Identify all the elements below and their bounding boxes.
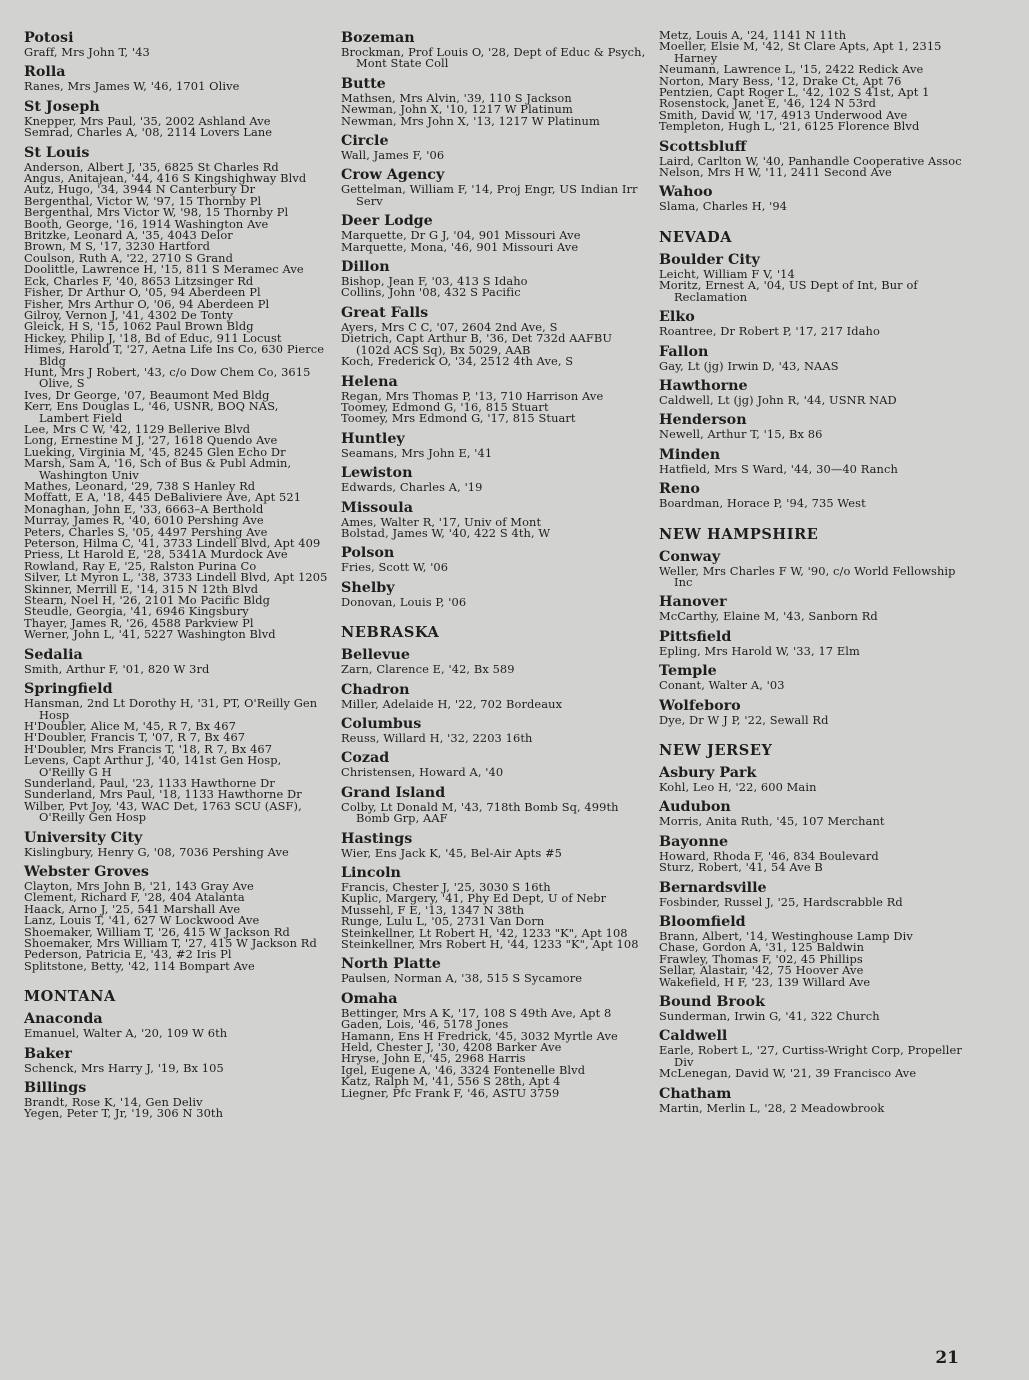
- directory-entry: Dietrich, Capt Arthur B, '36, Det 732d AAFBU (102d ACS Sq), Bx 5029, AAB: [341, 331, 613, 357]
- city-heading: Pittsfield: [659, 628, 732, 645]
- directory-entry: Monaghan, John E, '33, 6663–A Berthold: [24, 501, 264, 516]
- directory-entry: Gleick, H S, '15, 1062 Paul Brown Bldg: [24, 319, 254, 334]
- directory-entry: McCarthy, Elaine M, '43, Sanborn Rd: [659, 609, 878, 624]
- directory-entry: H'Doubler, Alice M, '45, R 7, Bx 467: [24, 718, 236, 733]
- city-section: [341, 133, 646, 161]
- city-heading: Bozeman: [341, 30, 415, 46]
- directory-entry: Eck, Charles F, '40, 8653 Litzsinger Rd: [24, 273, 254, 288]
- directory-entry: Shoemaker, William T, '26, 415 W Jackson Rd: [24, 924, 290, 939]
- city-heading: Hastings: [341, 830, 413, 847]
- directory-entry: Liegner, Pfc Frank F, '46, ASTU 3759: [341, 1085, 560, 1100]
- directory-entry: Shoemaker, Mrs William T, '27, 415 W Jackson Rd: [24, 936, 317, 950]
- city-heading: Chatham: [659, 1085, 732, 1102]
- directory-entry: Kohl, Leo H, '22, 600 Main: [659, 779, 817, 794]
- city-heading: Elko: [659, 309, 695, 326]
- directory-entry: Ames, Walter R, '17, Univ of Mont: [341, 514, 542, 529]
- city-heading: Columbus: [341, 715, 422, 732]
- directory-entry: Steinkellner, Mrs Robert H, '44, 1233 "K", Apt 108: [341, 937, 639, 952]
- city-heading: Minden: [659, 446, 721, 463]
- directory-entry: Pederson, Patricia E, '43, #2 Iris Pl: [24, 947, 232, 962]
- city-section: [341, 991, 646, 1099]
- directory-entry: Haack, Arno J, '25, 541 Marshall Ave: [24, 901, 241, 916]
- directory-entry: Hansman, 2nd Lt Dorothy H, '31, PT, O'Reilly Gen Hosp: [24, 696, 318, 722]
- directory-entry: Gay, Lt (jg) Irwin D, '43, NAAS: [659, 358, 839, 373]
- directory-entry: Christensen, Howard A, '40: [341, 765, 504, 780]
- directory-entry: Marsh, Sam A, '16, Sch of Bus & Publ Admin, Washington Univ: [24, 456, 292, 482]
- directory-entry: Steudle, Georgia, '41, 6946 Kingsbury: [24, 604, 249, 619]
- directory-entry: Sellar, Alastair, '42, 75 Hoover Ave: [659, 963, 864, 978]
- city-section: [341, 647, 646, 675]
- directory-entry: Silver, Lt Myron L, '38, 3733 Lindell Blvd, Apt 1205: [24, 570, 328, 585]
- directory-entry: Conant, Walter A, '03: [659, 678, 785, 693]
- city-section: [341, 785, 646, 825]
- city-heading: Rolla: [24, 64, 66, 81]
- directory-entry: Wakefield, H F, '23, 139 Willard Ave: [659, 974, 871, 989]
- city-heading: St Joseph: [24, 98, 100, 115]
- city-heading: Scottsbluff: [659, 138, 747, 155]
- city-heading: Wahoo: [659, 184, 713, 201]
- city-heading: Polson: [341, 545, 395, 562]
- directory-entry: Lanz, Louis T, '41, 627 W Lockwood Ave: [24, 913, 260, 928]
- directory-entry: Moeller, Elsie M, '42, St Clare Apts, Apt 1, 2315 Harney: [659, 39, 942, 65]
- city-section: [24, 864, 328, 972]
- directory-entry: Epling, Mrs Harold W, '33, 17 Elm: [659, 643, 860, 658]
- directory-entry: Dye, Dr W J P, '22, Sewall Rd: [659, 712, 829, 727]
- city-section: [341, 30, 646, 70]
- column-middle: [341, 30, 646, 1099]
- directory-entry: Long, Ernestine M J, '27, 1618 Quendo Ave: [24, 433, 278, 448]
- city-section: [24, 681, 328, 823]
- directory-entry: Hamann, Ens H Fredrick, '45, 3032 Myrtle Ave: [341, 1028, 618, 1043]
- directory-entry: Himes, Harold T, '27, Aetna Life Ins Co, 630 Pierce Bldg: [24, 342, 325, 368]
- city-section: [659, 1086, 964, 1114]
- directory-entry: McLenegan, David W, '21, 39 Francisco Ave: [659, 1066, 917, 1081]
- city-section: [341, 831, 646, 859]
- city-section: [659, 594, 964, 622]
- city-section: [341, 374, 646, 425]
- page-number: 21: [935, 1348, 959, 1368]
- city-section: [659, 412, 964, 440]
- directory-entry: Norton, Mary Bess, '12, Drake Ct, Apt 76: [659, 73, 902, 88]
- city-heading: Dillon: [341, 259, 390, 276]
- city-section: [341, 750, 646, 778]
- directory-entry: H'Doubler, Francis T, '07, R 7, Bx 467: [24, 730, 246, 745]
- directory-entry: Earle, Robert L, '27, Curtiss-Wright Corp, Propeller Div: [659, 1043, 962, 1069]
- directory-entry: Werner, John L, '41, 5227 Washington Blvd: [24, 627, 276, 642]
- city-heading: St Louis: [24, 144, 90, 161]
- directory-entry: Knepper, Mrs Paul, '35, 2002 Ashland Ave: [24, 113, 271, 128]
- directory-entry: Moffatt, E A, '18, 445 DeBaliviere Ave, Apt 521: [24, 490, 302, 505]
- directory-entry: Mathsen, Mrs Alvin, '39, 110 S Jackson: [341, 90, 572, 105]
- directory-entry: Hunt, Mrs J Robert, '43, c/o Dow Chem Co, 3615 Olive, S: [24, 364, 311, 391]
- city-section: [24, 1046, 328, 1074]
- directory-entry: Clement, Richard F, '28, 404 Atalanta: [24, 890, 245, 905]
- city-heading: Hanover: [659, 594, 727, 611]
- directory-entry: Bettinger, Mrs A K, '17, 108 S 49th Ave, Apt 8: [341, 1005, 612, 1020]
- directory-entry: Emanuel, Walter A, '20, 109 W 6th: [24, 1026, 228, 1041]
- directory-entry: Bishop, Jean F, '03, 413 S Idaho: [341, 274, 528, 289]
- city-section: [659, 914, 964, 988]
- directory-entry: Smith, David W, '17, 4913 Underwood Ave: [659, 107, 908, 122]
- city-section: [659, 344, 964, 372]
- city-heading: Billings: [24, 1080, 87, 1097]
- directory-entry: Neumann, Lawrence L, '15, 2422 Redick Ave: [659, 62, 924, 77]
- directory-entry: Edwards, Charles A, '19: [341, 480, 483, 495]
- directory-entry: Brandt, Rose K, '14, Gen Deliv: [24, 1095, 203, 1110]
- city-section: [341, 431, 646, 459]
- directory-entry: Peterson, Hilma C, '41, 3733 Lindell Blvd, Apt 409: [24, 536, 321, 551]
- city-section: [24, 1011, 328, 1039]
- directory-entry: Seamans, Mrs John E, '41: [341, 445, 493, 460]
- directory-entry: Francis, Chester J, '25, 3030 S 16th: [341, 880, 551, 894]
- directory-entry: Lueking, Virginia M, '45, 8245 Glen Echo Dr: [24, 444, 286, 459]
- directory-entry: Gettelman, William F, '14, Proj Engr, US Indian Irr Serv: [341, 182, 638, 208]
- directory-entry: Marquette, Mona, '46, 901 Missouri Ave: [341, 239, 579, 254]
- directory-entry: Mussehl, F E, '13, 1347 N 38th: [341, 902, 525, 917]
- directory-entry: Reuss, Willard H, '32, 2203 16th: [341, 730, 533, 745]
- directory-entry: Rosenstock, Janet E, '46, 124 N 53rd: [659, 96, 876, 111]
- directory-entry: Bergenthal, Victor W, '97, 15 Thornby Pl: [24, 193, 262, 208]
- directory-entry: Levens, Capt Arthur J, '40, 141st Gen Hosp, O'Reilly G H: [24, 753, 282, 779]
- directory-entry: Steinkellner, Lt Robert H, '42, 1233 "K", Apt 108: [341, 925, 628, 940]
- city-heading: Crow Agency: [341, 167, 445, 184]
- directory-entry: Caldwell, Lt (jg) John R, '44, USNR NAD: [659, 392, 897, 407]
- city-section: [659, 378, 964, 406]
- directory-entry: Semrad, Charles A, '08, 2114 Lovers Lane: [24, 125, 273, 140]
- directory-entry: Newman, John X, '10, 1217 W Platinum: [341, 102, 573, 117]
- directory-entry: Graff, Mrs John T, '43: [24, 45, 150, 59]
- directory-entry: H'Doubler, Mrs Francis T, '18, R 7, Bx 467: [24, 741, 273, 756]
- directory-entry: Ranes, Mrs James W, '46, 1701 Olive: [24, 79, 240, 94]
- directory-entry: Anderson, Albert J, '35, 6825 St Charles Rd: [24, 159, 279, 174]
- state-heading: MONTANA: [24, 988, 116, 1006]
- directory-entry: Stearn, Noel H, '26, 2101 Mo Pacific Bldg: [24, 593, 271, 608]
- directory-entry: Splitstone, Betty, '42, 114 Bompart Ave: [24, 958, 255, 973]
- city-heading: Bloomfield: [659, 914, 746, 930]
- directory-entry: Metz, Louis A, '24, 1141 N 11th: [659, 28, 847, 42]
- directory-entry: Skinner, Merrill E, '14, 315 N 12th Blvd: [24, 581, 259, 596]
- directory-entry: Moritz, Ernest A, '04, US Dept of Int, Bur of Reclamation: [659, 278, 918, 304]
- city-section: [659, 252, 964, 303]
- directory-entry: Runge, Lulu L, '05, 2731 Van Dorn: [341, 914, 545, 929]
- directory-entry: Leicht, William F V, '14: [659, 266, 795, 281]
- directory-entry: Marquette, Dr G J, '04, 901 Missouri Ave: [341, 228, 581, 243]
- state-heading: NEW JERSEY: [659, 741, 773, 759]
- city-heading: Huntley: [341, 430, 405, 447]
- directory-entry: Toomey, Mrs Edmond G, '17, 815 Stuart: [341, 411, 576, 426]
- city-heading: Hawthorne: [659, 377, 748, 394]
- directory-entry: Wilber, Pvt Joy, '43, WAC Det, 1763 SCU (ASF), O'Reilly Gen Hosp: [24, 798, 302, 825]
- directory-entry: Sunderland, Paul, '23, 1133 Hawthorne Dr: [24, 775, 275, 790]
- directory-entry: Brockman, Prof Louis O, '28, Dept of Educ & Psych, Mont State Coll: [341, 45, 646, 71]
- directory-entry: Donovan, Louis P, '06: [341, 594, 467, 609]
- column-right: [659, 30, 964, 1114]
- state-heading: NEW HAMPSHIRE: [659, 525, 819, 543]
- directory-entry: Britzke, Leonard A, '35, 4043 Delor: [24, 228, 233, 243]
- city-heading: Fallon: [659, 343, 709, 360]
- directory-entry: Frawley, Thomas F, '02, 45 Phillips: [659, 951, 863, 966]
- city-section: [659, 481, 964, 509]
- city-heading: Bernardsville: [659, 879, 767, 896]
- state-heading: NEBRASKA: [341, 624, 440, 642]
- directory-entry: Martin, Merlin L, '28, 2 Meadowbrook: [659, 1100, 885, 1115]
- directory-entry: Collins, John '08, 432 S Pacific: [341, 285, 521, 300]
- directory-entry: Boardman, Horace P, '94, 735 West: [659, 496, 866, 511]
- directory-entry: Peters, Charles S, '05, 4497 Pershing Ave: [24, 524, 268, 539]
- directory-entry: Fisher, Mrs Arthur O, '06, 94 Aberdeen Pl: [24, 296, 270, 311]
- city-section: [659, 309, 964, 337]
- city-section: [341, 545, 646, 573]
- directory-entry: Brann, Albert, '14, Westinghouse Lamp Div: [659, 929, 913, 943]
- city-section: [659, 30, 964, 133]
- directory-entry: Lee, Mrs C W, '42, 1129 Bellerive Blvd: [24, 421, 251, 436]
- directory-entry: Fisher, Dr Arthur O, '05, 94 Aberdeen Pl: [24, 285, 261, 300]
- city-section: [341, 259, 646, 299]
- city-heading: Baker: [24, 1045, 72, 1062]
- city-heading: Helena: [341, 373, 398, 390]
- directory-entry: Wall, James F, '06: [341, 148, 445, 163]
- city-section: [659, 698, 964, 726]
- directory-entry: Held, Chester J, '30, 4208 Barker Ave: [341, 1040, 562, 1055]
- city-section: [659, 765, 964, 793]
- city-heading: Boulder City: [659, 251, 760, 268]
- directory-entry: Fosbinder, Russel J, '25, Hardscrabble Rd: [659, 894, 903, 909]
- city-section: [659, 834, 964, 874]
- directory-entry: Newell, Arthur T, '15, Bx 86: [659, 427, 823, 442]
- directory-entry: Slama, Charles H, '94: [659, 199, 788, 214]
- column-left: [24, 30, 328, 1120]
- directory-entry: Smith, Arthur F, '01, 820 W 3rd: [24, 661, 210, 676]
- city-heading: Lewiston: [341, 465, 413, 482]
- city-section: [341, 167, 646, 207]
- directory-entry: Yegen, Peter T, Jr, '19, 306 N 30th: [24, 1106, 224, 1121]
- state-heading: NEVADA: [659, 228, 733, 246]
- directory-entry: Howard, Rhoda F, '46, 834 Boulevard: [659, 848, 879, 863]
- city-heading: Temple: [659, 663, 717, 680]
- city-heading: Cozad: [341, 750, 390, 767]
- city-heading: Circle: [341, 133, 389, 150]
- directory-entry: Hryse, John E, '45, 2968 Harris: [341, 1051, 526, 1066]
- city-heading: Bellevue: [341, 647, 410, 664]
- directory-entry: Roantree, Dr Robert P, '17, 217 Idaho: [659, 324, 880, 339]
- city-section: [24, 647, 328, 675]
- city-heading: University City: [24, 829, 143, 846]
- directory-entry: Hatfield, Mrs S Ward, '44, 30—40 Ranch: [659, 461, 898, 476]
- city-heading: Webster Groves: [24, 863, 149, 880]
- city-section: [659, 880, 964, 908]
- city-section: [24, 145, 328, 641]
- city-heading: Conway: [659, 548, 721, 565]
- directory-entry: Nelson, Mrs H W, '11, 2411 Second Ave: [659, 165, 892, 180]
- city-heading: Anaconda: [24, 1011, 103, 1028]
- city-heading: Bound Brook: [659, 994, 765, 1011]
- city-heading: Grand Island: [341, 784, 446, 801]
- city-section: [341, 580, 646, 608]
- city-section: [341, 716, 646, 744]
- directory-entry: Miller, Adelaide H, '22, 702 Bordeaux: [341, 696, 563, 711]
- city-heading: Potosi: [24, 30, 74, 46]
- city-section: [659, 447, 964, 475]
- city-section: [24, 830, 328, 858]
- directory-entry: Fries, Scott W, '06: [341, 560, 449, 575]
- directory-entry: Brown, M S, '17, 3230 Hartford: [24, 239, 210, 254]
- city-heading: Chadron: [341, 681, 410, 698]
- directory-entry: Ayers, Mrs C C, '07, 2604 2nd Ave, S: [341, 319, 558, 334]
- directory-entry: Laird, Carlton W, '40, Panhandle Cooperative Assoc: [659, 153, 962, 168]
- city-section: [341, 213, 646, 253]
- directory-entry: Sunderman, Irwin G, '41, 322 Church: [659, 1009, 880, 1024]
- directory-entry: Wier, Ens Jack K, '45, Bel-Air Apts #5: [341, 845, 563, 860]
- city-heading: Caldwell: [659, 1028, 728, 1045]
- directory-entry: Gaden, Lois, '46, 5178 Jones: [341, 1017, 509, 1032]
- city-heading: Missoula: [341, 499, 413, 516]
- directory-entry: Katz, Ralph M, '41, 556 S 28th, Apt 4: [341, 1074, 561, 1089]
- city-section: [341, 865, 646, 950]
- directory-entry: Autz, Hugo, '34, 3944 N Canterbury Dr: [24, 182, 256, 197]
- city-section: [659, 663, 964, 691]
- city-section: [659, 184, 964, 212]
- directory-entry: Templeton, Hugh L, '21, 6125 Florence Blvd: [659, 119, 920, 134]
- city-heading: Sedalia: [24, 646, 83, 663]
- city-heading: Springfield: [24, 681, 113, 698]
- city-section: [24, 64, 328, 92]
- city-section: [341, 465, 646, 493]
- directory-entry: Chase, Gordon A, '31, 125 Baldwin: [659, 940, 864, 955]
- directory-entry: Murray, James R, '40, 6010 Pershing Ave: [24, 513, 264, 528]
- directory-entry: Bolstad, James W, '40, 422 S 4th, W: [341, 525, 551, 540]
- city-section: [659, 629, 964, 657]
- directory-entry: Kerr, Ens Douglas L, '46, USNR, BOQ NAS, Lambert Field: [24, 399, 279, 425]
- city-heading: Henderson: [659, 412, 747, 429]
- directory-entry: Clayton, Mrs John B, '21, 143 Gray Ave: [24, 878, 254, 893]
- directory-entry: Colby, Lt Donald M, '43, 718th Bomb Sq, 499th Bomb Grp, AAF: [341, 799, 619, 826]
- directory-entry: Regan, Mrs Thomas P, '13, 710 Harrison Ave: [341, 388, 604, 403]
- directory-entry: Doolittle, Lawrence H, '15, 811 S Meramec Ave: [24, 262, 304, 277]
- directory-entry: Thayer, James R, '26, 4588 Parkview Pl: [24, 615, 254, 630]
- city-section: [24, 1080, 328, 1120]
- city-heading: Deer Lodge: [341, 213, 433, 230]
- directory-entry: Priess, Lt Harold E, '28, 5341A Murdock Ave: [24, 547, 288, 562]
- city-section: [659, 994, 964, 1022]
- directory-entry: Morris, Anita Ruth, '45, 107 Merchant: [659, 814, 885, 829]
- city-section: [659, 1028, 964, 1079]
- city-section: [341, 76, 646, 127]
- city-heading: Asbury Park: [659, 764, 757, 781]
- city-heading: North Platte: [341, 956, 441, 973]
- directory-entry: Igel, Eugene A, '46, 3324 Fontenelle Blvd: [341, 1062, 586, 1077]
- directory-entry: Zarn, Clarence E, '42, Bx 589: [341, 662, 515, 677]
- directory-entry: Toomey, Edmond G, '16, 815 Stuart: [341, 399, 549, 414]
- directory-entry: Newman, Mrs John X, '13, 1217 W Platinum: [341, 113, 600, 128]
- directory-entry: Angus, Anitajean, '44, 416 S Kingshighway Blvd: [24, 171, 307, 186]
- directory-entry: Kuplic, Margery, '41, Phy Ed Dept, U of Nebr: [341, 891, 607, 906]
- directory-entry: Sunderland, Mrs Paul, '18, 1133 Hawthorne Dr: [24, 787, 302, 802]
- directory-entry: Sturz, Robert, '41, 54 Ave B: [659, 860, 823, 875]
- city-heading: Reno: [659, 481, 700, 498]
- city-section: [659, 799, 964, 827]
- city-heading: Lincoln: [341, 865, 401, 881]
- directory-entry: Bergenthal, Mrs Victor W, '98, 15 Thornby Pl: [24, 205, 289, 220]
- directory-entry: Gilroy, Vernon J, '41, 4302 De Tonty: [24, 307, 233, 322]
- directory-entry: Coulson, Ruth A, '22, 2710 S Grand: [24, 250, 234, 265]
- city-section: [24, 99, 328, 139]
- directory-entry: Kislingbury, Henry G, '08, 7036 Pershing Ave: [24, 844, 289, 859]
- directory-entry: Mathes, Leonard, '29, 738 S Hanley Rd: [24, 479, 256, 493]
- directory-entry: Pentzien, Capt Roger L, '42, 102 S 41st, Apt 1: [659, 85, 930, 100]
- directory-entry: Paulsen, Norman A, '38, 515 S Sycamore: [341, 971, 583, 986]
- city-section: [659, 139, 964, 179]
- city-heading: Omaha: [341, 990, 398, 1007]
- city-section: [659, 549, 964, 589]
- directory-entry: Hickey, Philip J, '18, Bd of Educ, 911 Locust: [24, 330, 282, 345]
- city-heading: Butte: [341, 75, 386, 92]
- city-heading: Wolfeboro: [659, 697, 741, 714]
- directory-entry: Weller, Mrs Charles F W, '90, c/o World Fellowship Inc: [659, 563, 956, 589]
- city-section: [341, 500, 646, 540]
- directory-entry: Rowland, Ray E, '25, Ralston Purina Co: [24, 558, 257, 573]
- directory-entry: Schenck, Mrs Harry J, '19, Bx 105: [24, 1060, 224, 1075]
- city-heading: Shelby: [341, 579, 395, 596]
- directory-entry: Koch, Frederick O, '34, 2512 4th Ave, S: [341, 354, 574, 369]
- city-section: [341, 956, 646, 984]
- directory-entry: Booth, George, '16, 1914 Washington Ave: [24, 216, 269, 231]
- city-section: [341, 305, 646, 368]
- city-section: [24, 30, 328, 58]
- directory-entry: Ives, Dr George, '07, Beaumont Med Bldg: [24, 387, 270, 402]
- city-heading: Great Falls: [341, 304, 429, 321]
- city-heading: Bayonne: [659, 833, 729, 850]
- city-heading: Audubon: [659, 799, 731, 816]
- city-section: [341, 682, 646, 710]
